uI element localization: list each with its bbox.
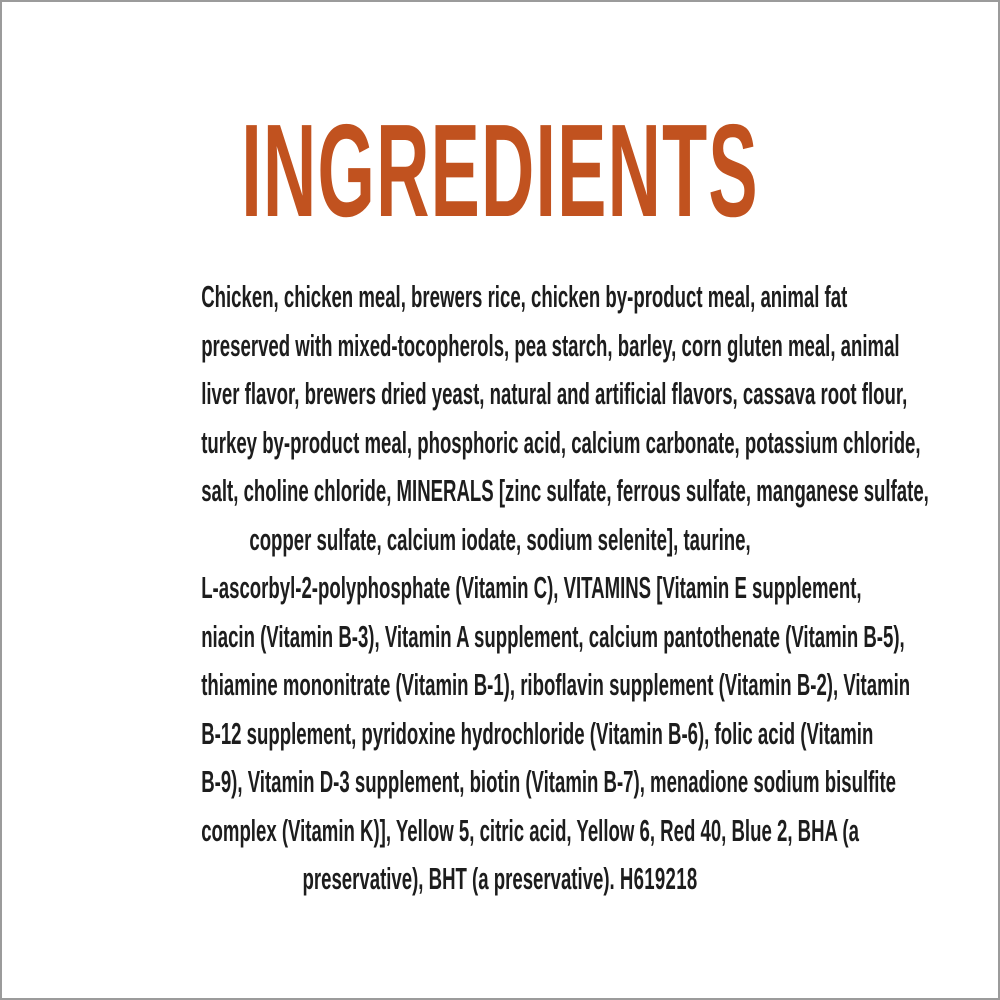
ingredients-line: L-ascorbyl-2-polyphosphate (Vitamin C), VITAMINS [Vitamin E supplement, bbox=[201, 570, 862, 605]
ingredients-text-block bbox=[201, 273, 929, 904]
ingredients-line: turkey by-product meal, phosphoric acid, calcium carbonate, potassium chloride, bbox=[201, 424, 921, 460]
ingredients-line: B-9), Vitamin D-3 supplement, biotin (Vitamin B-7), menadione sodium bisulfite bbox=[201, 764, 897, 799]
ingredients-line-last bbox=[201, 855, 799, 904]
ingredients-line: thiamine mononitrate (Vitamin B-1), riboflavin supplement (Vitamin B-2), Vitamin bbox=[201, 667, 911, 702]
ingredients-line: preserved with mixed-tocopherols, pea starch, barley, corn gluten meal, animal bbox=[201, 327, 900, 363]
ingredients-line: niacin (Vitamin B-3), Vitamin A supplement, calcium pantothenate (Vitamin B-5), bbox=[201, 618, 905, 654]
ingredients-line: complex (Vitamin K)], Yellow 5, citric acid, Yellow 6, Red 40, Blue 2, BHA (a bbox=[201, 812, 859, 848]
ingredients-line: Chicken, chicken meal, brewers rice, chicken by-product meal, animal fat bbox=[201, 279, 848, 314]
ingredients-title: INGREDIENTS bbox=[241, 97, 759, 244]
ingredients-line: liver flavor, brewers dried yeast, natural and artificial flavors, cassava root flour, bbox=[201, 376, 908, 411]
ingredients-line: B-12 supplement, pyridoxine hydrochloride (Vitamin B-6), folic acid (Vitamin bbox=[201, 715, 874, 751]
ingredients-line: salt, choline chloride, MINERALS [zinc sulfate, ferrous sulfate, manganese sulfate, bbox=[201, 473, 929, 508]
product-code: H619218 bbox=[619, 861, 698, 896]
ingredients-line-text: preservative), BHT (a preservative). bbox=[302, 861, 620, 896]
ingredients-line: copper sulfate, calcium iodate, sodium selenite], taurine, bbox=[249, 521, 751, 557]
